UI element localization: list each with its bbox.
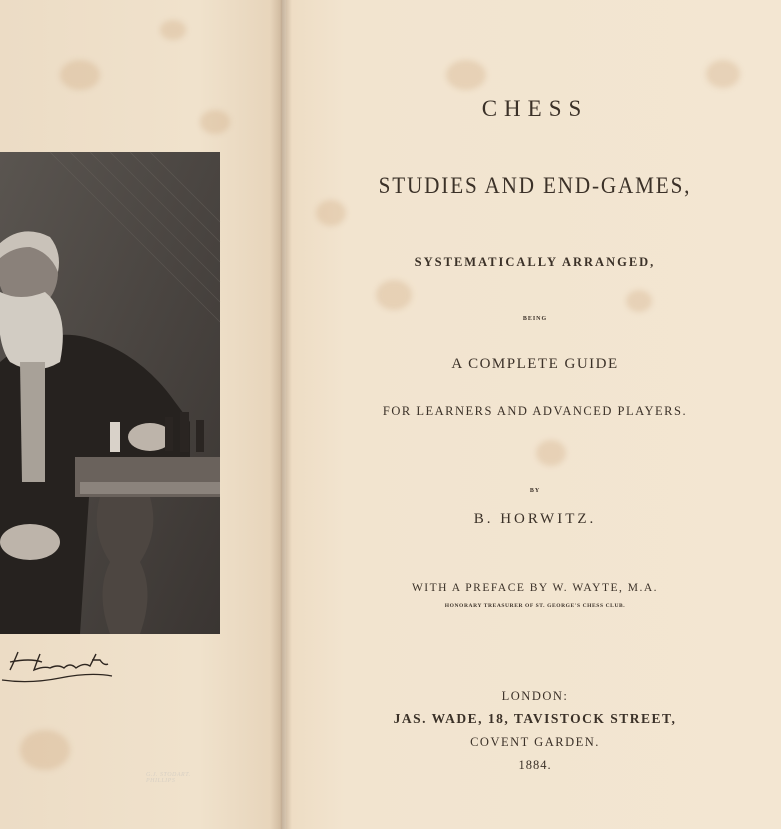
by-line: BY bbox=[529, 488, 541, 494]
book-spine-gutter bbox=[270, 0, 292, 829]
book-subtitle: STUDIES AND END-GAMES, bbox=[378, 173, 692, 198]
frontispiece-portrait bbox=[0, 152, 220, 784]
audience-line: FOR LEARNERS AND ADVANCED PLAYERS. bbox=[382, 404, 688, 418]
imprint-city: LONDON: bbox=[501, 689, 569, 703]
author-signature bbox=[0, 640, 130, 690]
engraver-credit: G.J. STODART. PHILLIPS bbox=[146, 772, 191, 784]
title-page bbox=[290, 0, 780, 829]
being-line: BEING bbox=[522, 316, 548, 322]
guide-line: A COMPLETE GUIDE bbox=[451, 356, 619, 372]
imprint-year: 1884. bbox=[518, 758, 552, 772]
book-title: CHESS bbox=[481, 96, 589, 121]
author-name: B. HORWITZ. bbox=[473, 511, 597, 527]
imprint-address: COVENT GARDEN. bbox=[470, 735, 600, 749]
imprint-publisher: JAS. WADE, 18, TAVISTOCK STREET, bbox=[393, 711, 677, 726]
arrangement-line: SYSTEMATICALLY ARRANGED, bbox=[414, 255, 656, 269]
portrait-engraving bbox=[0, 152, 220, 634]
preface-line: WITH A PREFACE BY W. WAYTE, M.A. bbox=[411, 582, 659, 594]
preface-credit: HONORARY TREASURER OF ST. GEORGE'S CHESS CLUB. bbox=[444, 603, 626, 609]
